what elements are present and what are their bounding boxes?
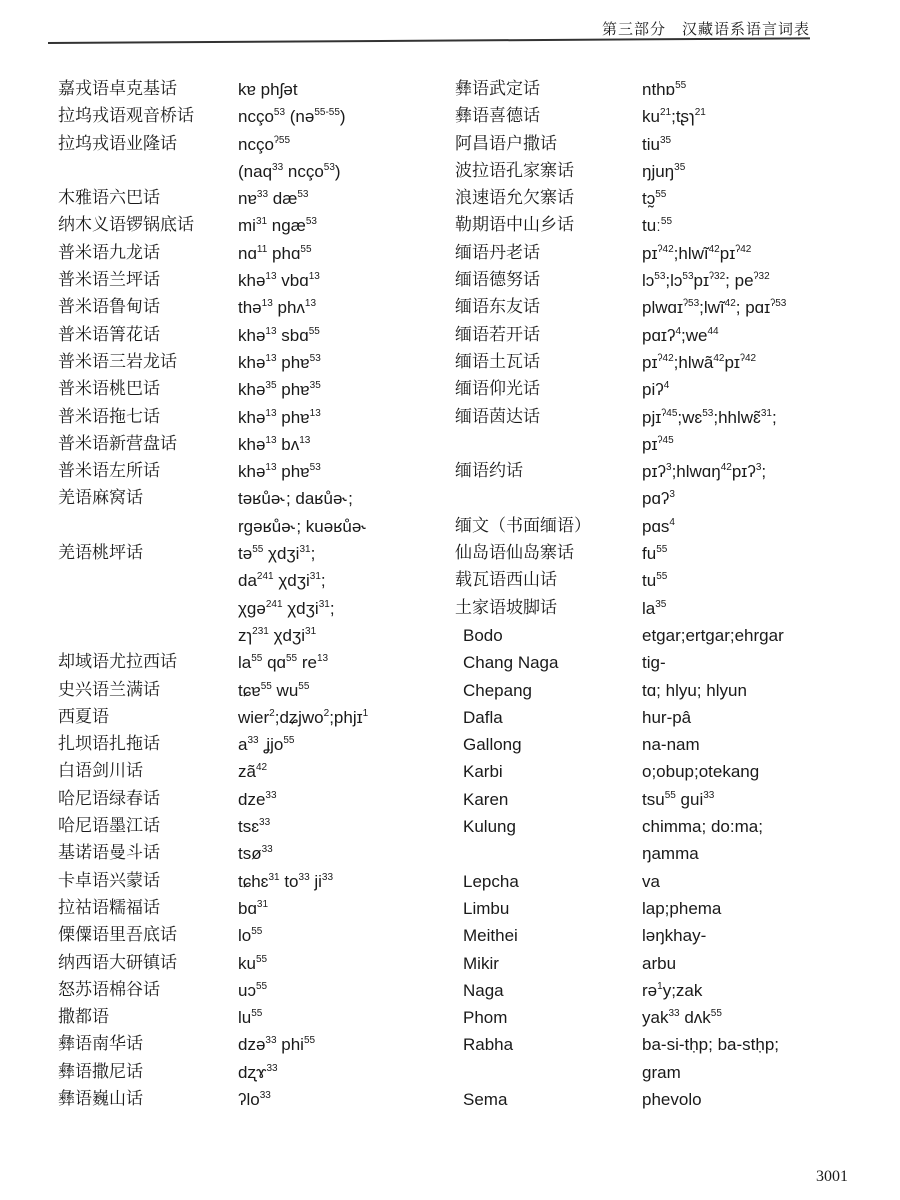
entry-row [58,567,438,594]
language-name: 普米语兰坪话 [58,270,160,291]
word-form: khə$^{13}$ phɐ$^{13}$ [238,407,321,427]
running-header: 第三部分 汉藏语系语言词表 [601,20,810,38]
language-name: 纳木义语锣锅底话 [58,215,194,236]
word-form: gram [642,1062,681,1082]
entry-row [58,1059,438,1086]
word-form: arbu [642,953,677,973]
entry-row [455,677,855,704]
word-form: dʐɤ$^{33}$ [238,1062,278,1082]
entry-row [58,240,438,267]
entry-row [58,1086,438,1113]
word-form: khə$^{13}$ vbɑ$^{13}$ [238,271,320,291]
entry-row [58,376,438,403]
entry-row [455,131,855,158]
word-form: pɑʔ$^3$ [642,489,675,509]
language-name: 彝语撒尼话 [58,1061,143,1082]
language-name: Mikir [463,953,499,973]
language-name: 缅语丹老话 [455,242,540,263]
entry-row [58,131,438,158]
word-form: pɪ$^{ʔ42}$;hlwĩ$^{42}$pɪ$^{ʔ42}$ [642,243,752,263]
language-name: 拉祜语糯福话 [58,897,160,918]
word-form: tɕɐ$^{55}$ $wu^{55}$ [238,680,310,700]
word-form: $lu^{55}$ [238,1008,263,1028]
word-form: $fu^{55}$ [642,544,668,564]
word-form: chimma; do:ma; [642,817,763,837]
entry-row [455,977,855,1004]
entry-row [58,431,438,458]
language-name: 史兴语兰满话 [58,679,160,700]
entry-row [455,813,855,840]
word-form: ʔlo$^{33}$ [238,1089,271,1109]
entry-row [455,1086,855,1113]
word-form: (naq$^{33}$ ncço$^{53}$) [238,161,341,181]
word-form: na-nam [642,735,700,755]
language-name: Lepcha [463,871,519,891]
entry-row [58,813,438,840]
word-form: $ku^{21};tʂɿ^{21}$ [642,107,706,127]
language-name: 彝语巍山话 [58,1088,143,1109]
language-name: Phom [463,1008,508,1028]
word-form: tuː$^{55}$ [642,216,673,236]
language-name: Gallong [463,735,522,755]
language-name: 普米语新营盘话 [58,433,177,454]
language-name: 白语剑川话 [58,761,143,782]
language-name: 缅语土瓦话 [455,351,540,372]
entry-row [58,294,438,321]
word-form: hur-pâ [642,707,692,727]
entry-row [455,840,855,867]
language-name: 浪速语允欠寨话 [455,188,574,209]
word-form: etgar;ertgar;ehrgar [642,625,784,645]
word-form: rgəʁůə˞; kuəʁůə˞ [238,516,367,536]
word-form: uɔ$^{55}$ [238,980,268,1000]
entry-row [455,1004,855,1031]
language-name: 缅语东友话 [455,297,540,318]
language-name: Bodo [463,625,503,645]
word-form: tsɛ$^{33}$ [238,817,271,837]
language-name: 拉坞戎语业隆话 [58,133,177,154]
word-form: tɑ; hlyu; hlyun [642,680,747,700]
word-form: khə$^{13}$ phɐ$^{53}$ [238,352,321,372]
word-form: dzə$^{33}$ phi$^{55}$ [238,1035,316,1055]
entry-row [58,758,438,785]
entry-row [58,950,438,977]
entry-row [58,349,438,376]
word-form: $pɑɪʔ^4;we^{44}$ [642,325,719,345]
word-form: tig- [642,653,666,673]
word-form: wier$^2$;dʑjwo$^2$;phjɪ$^1$ [238,707,369,727]
language-name: 普米语三岩龙话 [58,351,177,372]
entry-row [455,1031,855,1058]
right-column [455,76,855,1113]
language-name: 土家语坡脚话 [455,597,557,618]
word-form: tə$^{55}$ χdʒi$^{31}$; [238,544,316,564]
entry-row [455,322,855,349]
entry-row [455,1059,855,1086]
language-name: Limbu [463,898,510,918]
word-form: bɑ$^{31}$ [238,898,269,918]
word-form: $mi^{31}$ ngæ$^{53}$ [238,216,317,236]
entry-row [455,294,855,321]
word-form: thə$^{13}$ phʌ$^{13}$ [238,298,317,318]
language-name: 傈僳语里吾底话 [58,925,177,946]
entry-row [58,322,438,349]
word-form: ba-si-tḥp; ba-stḥp; [642,1035,780,1055]
language-name: 缅语约话 [455,461,523,482]
language-name: Chang Naga [463,653,559,673]
language-name: 普米语拖七话 [58,406,160,427]
entry-row [58,622,438,649]
language-name: 缅文（书面缅语） [455,515,591,536]
language-name: 卡卓语兴蒙话 [58,870,160,891]
entry-row [455,458,855,485]
word-form: dze$^{33}$ [238,789,277,809]
entry-row [58,458,438,485]
language-name: 仙岛语仙岛寨话 [455,543,574,564]
entry-row [455,758,855,785]
entry-row [58,513,438,540]
language-name: 缅语若开话 [455,324,540,345]
word-form: tɕhɛ$^{31}$ $to^{33}$ $ji^{33}$ [238,871,334,891]
entry-row [455,158,855,185]
word-form: lap;phema [642,898,722,918]
word-form: $da^{241}$ χdʒi$^{31}$; [238,571,326,591]
entry-row [455,567,855,594]
entry-row [455,540,855,567]
entry-row [58,868,438,895]
language-name: 怒苏语棉谷话 [58,979,160,1000]
word-form: təʁůə˞; daʁůə˞; [238,489,353,509]
language-name: Meithei [463,926,518,946]
entry-row [58,895,438,922]
entry-row [58,103,438,130]
entry-row [58,595,438,622]
entry-row [455,485,855,512]
entry-row [455,950,855,977]
entry-row [58,267,438,294]
entry-row [455,731,855,758]
word-form: zɿ$^{231}$ χdʒi$^{31}$ [238,625,317,645]
header-rule [48,37,810,44]
word-form: tɔ̰$^{55}$ [642,189,667,209]
language-name: 基诺语曼斗话 [58,843,160,864]
language-name: Chepang [463,680,533,700]
word-form: o;obup;otekang [642,762,760,782]
entry-row [455,376,855,403]
language-name: Naga [463,980,504,1000]
language-name: 嘉戎语卓克基话 [58,79,177,99]
language-name: 阿昌语户撒话 [455,133,557,154]
word-form: tiu$^{35}$ [642,134,672,154]
entry-row [455,595,855,622]
language-name: 普米语九龙话 [58,242,160,263]
word-form: ŋjuŋ$^{35}$ [642,161,686,181]
entry-row [455,185,855,212]
entry-row [58,485,438,512]
word-form: pɑs$^4$ [642,516,675,536]
entry-row [455,76,855,103]
word-form: $tu^{55}$ [642,571,668,591]
word-form: nɑ$^{11}$ phɑ$^{55}$ [238,243,312,263]
word-form: $ku^{55}$ [238,953,268,973]
language-name: 拉坞戎语观音桥话 [58,106,194,127]
entry-row [455,513,855,540]
language-name: 彝语喜德话 [455,106,540,127]
entry-row [58,677,438,704]
word-form: khə$^{35}$ phɐ$^{35}$ [238,380,321,400]
word-form: nthɒ$^{55}$ [642,80,687,99]
language-name: 木雅语六巴话 [58,188,160,209]
word-form: kɐ phʃət [238,80,298,99]
word-form: lɔ$^{53}$;lɔ$^{53}$pɪ$^{ʔ32}$; $pe^{ʔ32}$ [642,271,770,291]
word-form: $la^{55}$ qɑ$^{55}$ $re^{13}$ [238,653,329,673]
entry-row [455,649,855,676]
language-name: Karen [463,789,509,809]
language-name: Sema [463,1089,508,1109]
language-name: 普米语鲁甸话 [58,297,160,318]
entry-row [58,649,438,676]
language-name: 缅语仰光话 [455,379,540,400]
language-name: Kulung [463,817,516,837]
word-form: $zã^{42}$ [238,762,268,782]
word-form: nɐ$^{33}$ $dæ^{53}$ [238,189,309,209]
language-name: 扎坝语扎拖话 [58,734,160,755]
entry-row [58,404,438,431]
left-column [58,76,438,1113]
entry-row [58,786,438,813]
entry-row [58,922,438,949]
word-form: tsu$^{55}$ gui$^{33}$ [642,789,715,809]
language-name: 却域语尤拉西话 [58,652,177,673]
language-name: Karbi [463,762,503,782]
entry-row [455,895,855,922]
language-name: 纳西语大研镇话 [58,952,177,973]
language-name: 普米语左所话 [58,461,160,482]
word-form: phevolo [642,1089,702,1109]
word-form: $la^{35}$ [642,598,667,618]
entry-row [455,240,855,267]
word-form: ləŋkhay- [642,926,707,946]
entry-row [58,1004,438,1031]
language-name: 彝语南华话 [58,1034,143,1055]
entry-row [455,786,855,813]
entry-row [455,349,855,376]
language-name: 勒期语中山乡话 [455,215,574,236]
entry-row [58,212,438,239]
entry-row [58,76,438,103]
entry-row [58,731,438,758]
page-number: 3001 [816,1168,848,1185]
language-name: 彝语武定话 [455,79,540,99]
entry-row [455,267,855,294]
language-name: 羌语麻窝话 [58,488,143,509]
language-name: 普米语桃巴话 [58,379,160,400]
entry-row [58,977,438,1004]
language-name: 哈尼语绿春话 [58,788,160,809]
entry-row [455,103,855,130]
entry-row [455,431,855,458]
language-name: 西夏语 [58,706,109,727]
word-form: tsø$^{33}$ [238,844,273,864]
word-form: rə$^1$y;zak [642,980,703,1000]
word-form: $a^{33}$ ʝjo$^{55}$ [238,735,295,755]
language-name: 缅语茵达话 [455,406,540,427]
language-name: 羌语桃坪话 [58,543,143,564]
word-form: pjɪ$^{ʔ45}$;wɛ$^{53}$;hhlwɛ̃$^{31}$; [642,407,777,427]
language-name: 撒都语 [58,1007,109,1028]
word-form: pɪ$^{ʔ42}$;hlwã$^{42}$pɪ$^{ʔ42}$ [642,352,757,372]
entry-row [455,622,855,649]
language-name: 波拉语孔家寨话 [455,160,574,181]
entry-row [58,704,438,731]
word-form: ncço$^{ʔ55}$ [238,134,291,154]
word-form: pɪʔ$^3$;hlwɑŋ$^{42}$pɪʔ$^3$; [642,462,767,482]
entry-row [58,840,438,867]
language-name: 缅语德努话 [455,270,540,291]
language-name: 普米语箐花话 [58,324,160,345]
language-name: Dafla [463,707,503,727]
entry-row [58,1031,438,1058]
entry-row [455,868,855,895]
word-form: $lo^{55}$ [238,926,263,946]
word-form: khə$^{13}$ bʌ$^{13}$ [238,434,311,454]
word-form: ncço$^{53}$ (nə$^{55-55}$) [238,107,346,127]
word-form: va [642,871,660,891]
entry-row [455,704,855,731]
word-form: piʔ$^4$ [642,380,670,400]
entry-row [455,212,855,239]
language-name: 哈尼语墨江话 [58,816,160,837]
word-form: ŋamma [642,844,699,864]
entry-row [58,185,438,212]
entry-row [455,922,855,949]
word-form: khə$^{13}$ phɐ$^{53}$ [238,462,321,482]
word-form: pɪ$^{ʔ45}$ [642,434,674,454]
word-form: χgə$^{241}$ χdʒi$^{31}$; [238,598,335,618]
word-form: yak$^{33}$ dʌk$^{55}$ [642,1008,722,1028]
entry-row [58,158,438,185]
entry-row [455,404,855,431]
word-form: plwɑɪ$^{ʔ53}$;lwĩ$^{42}$; pɑɪ$^{ʔ53}$ [642,298,787,318]
word-form: khə$^{13}$ sbɑ$^{55}$ [238,325,320,345]
language-name: 载瓦语西山话 [455,570,557,591]
entry-row [58,540,438,567]
language-name: Rabha [463,1035,514,1055]
